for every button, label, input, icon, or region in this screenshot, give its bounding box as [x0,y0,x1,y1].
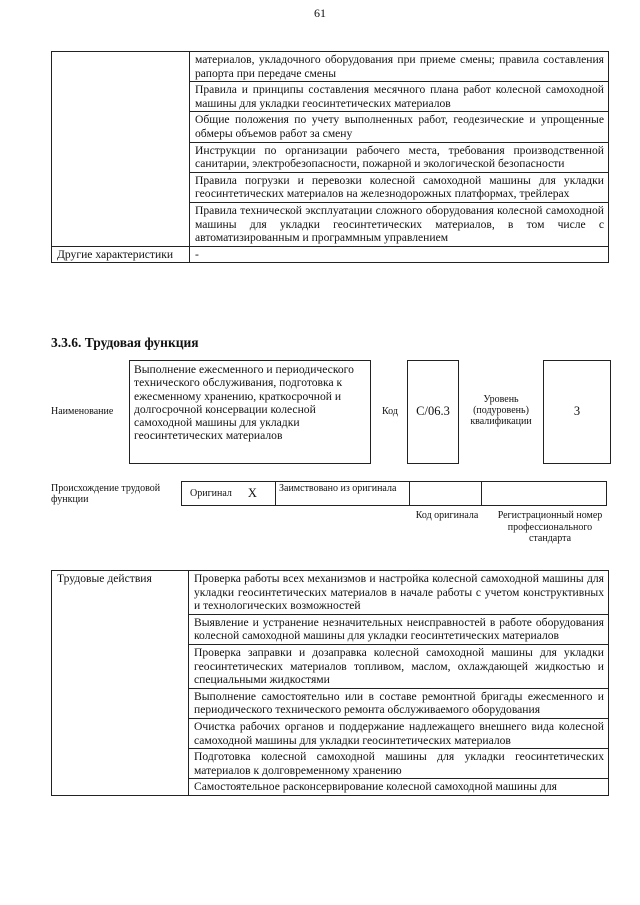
labor-actions-label: Трудовые действия [52,571,189,796]
name-label: Наименование [51,406,114,417]
labor-action-item: Подготовка колесной самоходной машины для укладки геосинтетических материалов к долговременному хранению [189,749,609,779]
level-value-box: 3 [543,360,611,464]
origin-original-cell [181,481,276,506]
registration-number-cell [482,481,607,506]
knowledge-item: Инструкции по организации рабочего места, требования производственной санитарии, электробезопасности, пожарной и экологической безопасности [190,142,609,172]
level-label: Уровень (подуровень) квалификации [470,394,532,427]
registration-caption: Регистрационный номер профессионального стандарта [497,510,603,544]
knowledge-table [51,51,609,263]
labor-action-item: Выявление и устранение незначительных неисправностей в работе оборудования колесной самоходной машины для укладки геосинтетических материалов [189,614,609,644]
table-row [52,52,609,82]
labor-action-item: Проверка работы всех механизмов и настройка колесной самоходной машины для укладки геосинтетических материалов в начале работы с учетом конструктивных и технологических возможностей [189,571,609,615]
knowledge-item: материалов, укладочного оборудования при приеме смены; правила составления рапорта при передаче смены [190,52,609,82]
labor-action-item: Самостоятельное расконсервирование колесной самоходной машины для [189,779,609,796]
knowledge-label-cell [52,52,190,247]
origin-label: Происхождение трудовой функции [51,483,161,505]
knowledge-item: Правила технической эксплуатации сложного оборудования колесной самоходной машины для укладки геосинтетических материалов, в том числе с автоматизированным и программным управлением [190,202,609,246]
function-code-box: C/06.3 [407,360,459,464]
labor-actions-table [51,570,609,796]
table-row [52,246,609,263]
origin-row [181,481,607,506]
borrowed-label: Заимствовано из оригинала [276,481,410,506]
code-caption: Код оригинала [415,510,479,521]
page-number: 61 [314,6,326,20]
knowledge-item: Правила погрузки и перевозки колесной самоходной машины для укладки геосинтетических материалов на железнодорожных платформах, трейлерах [190,172,609,202]
knowledge-item: Общие положения по учету выполненных работ, геодезические и упрощенные обмеры объемов работ за смену [190,112,609,142]
labor-action-item: Выполнение самостоятельно или в составе ремонтной бригады ежесменного и периодического технического ремонта обслуживаемого оборудования [189,688,609,718]
labor-action-item: Очистка рабочих органов и поддержание надлежащего внешнего вида колесной самоходной машины для укладки геосинтетических материалов [189,718,609,748]
knowledge-item: Правила и принципы составления месячного плана работ колесной самоходной машины для укладки геосинтетических материалов [190,82,609,112]
other-characteristics-value: - [190,246,609,263]
function-name-box: Выполнение ежесменного и периодического технического обслуживания, подготовка к ежесменному хранению, краткосрочной и долгосрочной консервации колесной самоходной машины для укладки геосинтетических материалов [129,360,371,464]
original-label: Оригинал [190,488,232,499]
other-characteristics-label: Другие характеристики [52,246,190,263]
original-mark: X [247,486,257,500]
labor-action-item: Проверка заправки и дозаправка колесной самоходной машины для укладки геосинтетических материалов топливом, маслом, охлаждающей жидкостью и специальными жидкостями [189,644,609,688]
section-heading: 3.3.6. Трудовая функция [51,335,199,350]
original-code-cell [410,481,482,506]
code-label: Код [382,406,398,417]
table-row [52,571,609,615]
